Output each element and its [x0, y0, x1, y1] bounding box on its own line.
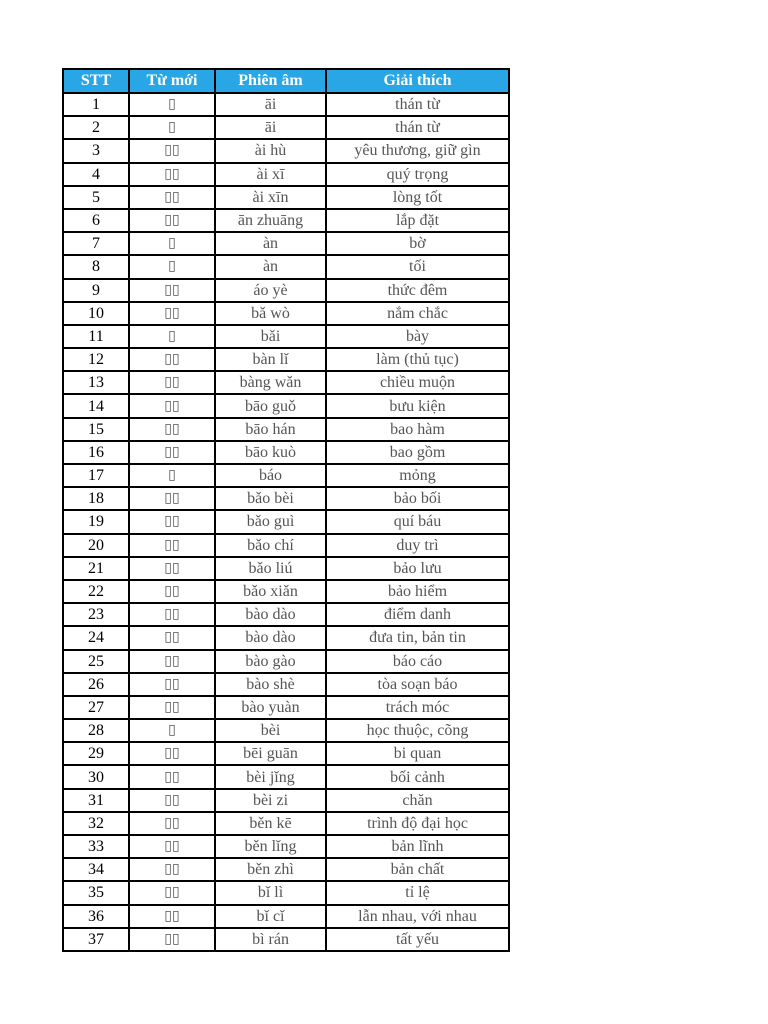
table-row	[63, 534, 509, 557]
row-number: 32	[63, 812, 129, 835]
row-word: ▯▯	[129, 905, 215, 928]
row-word: ▯▯	[129, 186, 215, 209]
table-row	[63, 325, 509, 348]
row-pinyin: běn zhì	[215, 858, 326, 881]
row-word: ▯▯	[129, 163, 215, 186]
table-row	[63, 348, 509, 371]
row-pinyin: bào yuàn	[215, 696, 326, 719]
row-meaning: bưu kiện	[326, 394, 509, 417]
table-row	[63, 580, 509, 603]
row-meaning: quí báu	[326, 510, 509, 533]
row-meaning: duy trì	[326, 534, 509, 557]
row-number: 35	[63, 881, 129, 904]
row-meaning: bày	[326, 325, 509, 348]
row-number: 1	[63, 93, 129, 116]
row-meaning: chăn	[326, 789, 509, 812]
table-row	[63, 673, 509, 696]
row-meaning: đưa tin, bản tin	[326, 626, 509, 649]
row-number: 29	[63, 742, 129, 765]
row-number: 12	[63, 348, 129, 371]
row-word: ▯▯	[129, 928, 215, 951]
table-row	[63, 163, 509, 186]
row-number: 34	[63, 858, 129, 881]
row-word: ▯▯	[129, 835, 215, 858]
row-word: ▯▯	[129, 557, 215, 580]
row-meaning: điểm danh	[326, 603, 509, 626]
row-meaning: bao gồm	[326, 441, 509, 464]
row-pinyin: bǐ cǐ	[215, 905, 326, 928]
table-row	[63, 928, 509, 951]
row-number: 36	[63, 905, 129, 928]
row-meaning: trình độ đại học	[326, 812, 509, 835]
row-meaning: thức đêm	[326, 279, 509, 302]
row-pinyin: bāo guǒ	[215, 394, 326, 417]
row-pinyin: bèi zi	[215, 789, 326, 812]
row-word: ▯▯	[129, 534, 215, 557]
table-row	[63, 789, 509, 812]
row-meaning: chiều muộn	[326, 371, 509, 394]
table-row	[63, 626, 509, 649]
row-meaning: tòa soạn báo	[326, 673, 509, 696]
row-word: ▯▯	[129, 742, 215, 765]
row-number: 2	[63, 116, 129, 139]
row-word: ▯▯	[129, 510, 215, 533]
row-word: ▯▯	[129, 603, 215, 626]
row-meaning: bản chất	[326, 858, 509, 881]
table-row	[63, 905, 509, 928]
table-row	[63, 603, 509, 626]
row-number: 28	[63, 719, 129, 742]
row-number: 4	[63, 163, 129, 186]
row-word: ▯▯	[129, 881, 215, 904]
table-row	[63, 394, 509, 417]
table-row	[63, 858, 509, 881]
row-number: 5	[63, 186, 129, 209]
row-word: ▯▯	[129, 650, 215, 673]
table-row	[63, 557, 509, 580]
row-word: ▯▯	[129, 139, 215, 162]
row-meaning: tất yếu	[326, 928, 509, 951]
row-word: ▯	[129, 719, 215, 742]
row-pinyin: bǎo liú	[215, 557, 326, 580]
row-pinyin: āi	[215, 93, 326, 116]
row-number: 26	[63, 673, 129, 696]
vocabulary-table	[62, 68, 510, 952]
row-pinyin: àn	[215, 232, 326, 255]
row-number: 23	[63, 603, 129, 626]
row-meaning: báo cáo	[326, 650, 509, 673]
table-row	[63, 441, 509, 464]
row-word: ▯▯	[129, 858, 215, 881]
row-meaning: lắp đặt	[326, 209, 509, 232]
row-pinyin: bǎo xiǎn	[215, 580, 326, 603]
table-row	[63, 765, 509, 788]
row-word: ▯▯	[129, 418, 215, 441]
row-word: ▯▯	[129, 487, 215, 510]
row-word: ▯	[129, 325, 215, 348]
row-pinyin: ài xīn	[215, 186, 326, 209]
row-pinyin: bàng wǎn	[215, 371, 326, 394]
table-row	[63, 696, 509, 719]
table-row	[63, 232, 509, 255]
row-pinyin: bǎo guì	[215, 510, 326, 533]
table-row	[63, 719, 509, 742]
row-pinyin: ān zhuāng	[215, 209, 326, 232]
row-meaning: trách móc	[326, 696, 509, 719]
row-number: 25	[63, 650, 129, 673]
row-pinyin: ài hù	[215, 139, 326, 162]
row-pinyin: bào dào	[215, 603, 326, 626]
header-stt: STT	[63, 69, 129, 93]
row-word: ▯	[129, 116, 215, 139]
row-number: 30	[63, 765, 129, 788]
table-row	[63, 742, 509, 765]
row-pinyin: bàn lǐ	[215, 348, 326, 371]
table-row	[63, 812, 509, 835]
row-word: ▯▯	[129, 673, 215, 696]
row-number: 21	[63, 557, 129, 580]
row-number: 27	[63, 696, 129, 719]
table-row	[63, 116, 509, 139]
row-meaning: bờ	[326, 232, 509, 255]
row-number: 11	[63, 325, 129, 348]
row-number: 7	[63, 232, 129, 255]
row-word: ▯▯	[129, 580, 215, 603]
table-row	[63, 464, 509, 487]
table-row	[63, 510, 509, 533]
row-pinyin: bèi jǐng	[215, 765, 326, 788]
row-word: ▯▯	[129, 302, 215, 325]
row-pinyin: āi	[215, 116, 326, 139]
table-row	[63, 279, 509, 302]
table-row	[63, 835, 509, 858]
row-meaning: tối	[326, 255, 509, 278]
row-pinyin: bāo kuò	[215, 441, 326, 464]
row-pinyin: báo	[215, 464, 326, 487]
row-number: 16	[63, 441, 129, 464]
row-number: 13	[63, 371, 129, 394]
table-row	[63, 418, 509, 441]
table-row	[63, 209, 509, 232]
table-row	[63, 371, 509, 394]
row-pinyin: bǐ lì	[215, 881, 326, 904]
table-row	[63, 93, 509, 116]
row-word: ▯▯	[129, 209, 215, 232]
row-word: ▯▯	[129, 765, 215, 788]
row-pinyin: bǎi	[215, 325, 326, 348]
row-word: ▯▯	[129, 371, 215, 394]
row-meaning: nắm chắc	[326, 302, 509, 325]
row-pinyin: bèi	[215, 719, 326, 742]
row-word: ▯▯	[129, 696, 215, 719]
row-meaning: yêu thương, giữ gìn	[326, 139, 509, 162]
row-pinyin: áo yè	[215, 279, 326, 302]
row-pinyin: bǎo chí	[215, 534, 326, 557]
table-row	[63, 881, 509, 904]
row-word: ▯	[129, 93, 215, 116]
row-number: 8	[63, 255, 129, 278]
row-meaning: bi quan	[326, 742, 509, 765]
row-pinyin: běn lǐng	[215, 835, 326, 858]
row-pinyin: bào shè	[215, 673, 326, 696]
table-row	[63, 650, 509, 673]
row-meaning: lòng tốt	[326, 186, 509, 209]
row-number: 14	[63, 394, 129, 417]
row-number: 3	[63, 139, 129, 162]
row-number: 33	[63, 835, 129, 858]
row-meaning: bối cảnh	[326, 765, 509, 788]
header-pinyin: Phiên âm	[215, 69, 326, 93]
row-number: 20	[63, 534, 129, 557]
row-word: ▯	[129, 255, 215, 278]
row-number: 19	[63, 510, 129, 533]
row-pinyin: bǎo bèi	[215, 487, 326, 510]
row-pinyin: běn kē	[215, 812, 326, 835]
table-row	[63, 487, 509, 510]
row-pinyin: bào gào	[215, 650, 326, 673]
row-number: 22	[63, 580, 129, 603]
row-number: 15	[63, 418, 129, 441]
header-row	[63, 69, 509, 93]
row-pinyin: bāo hán	[215, 418, 326, 441]
row-meaning: bảo bối	[326, 487, 509, 510]
row-pinyin: bēi guān	[215, 742, 326, 765]
row-meaning: thán từ	[326, 93, 509, 116]
row-number: 10	[63, 302, 129, 325]
row-word: ▯▯	[129, 279, 215, 302]
row-word: ▯▯	[129, 812, 215, 835]
table-row	[63, 139, 509, 162]
row-pinyin: ài xī	[215, 163, 326, 186]
row-word: ▯	[129, 464, 215, 487]
row-number: 24	[63, 626, 129, 649]
table-row	[63, 302, 509, 325]
row-pinyin: bào dào	[215, 626, 326, 649]
row-number: 17	[63, 464, 129, 487]
row-word: ▯	[129, 232, 215, 255]
row-meaning: mỏng	[326, 464, 509, 487]
table-row	[63, 255, 509, 278]
row-pinyin: bì rán	[215, 928, 326, 951]
row-meaning: bao hàm	[326, 418, 509, 441]
row-word: ▯▯	[129, 348, 215, 371]
row-pinyin: bǎ wò	[215, 302, 326, 325]
table-body	[63, 93, 509, 951]
row-meaning: bảo hiểm	[326, 580, 509, 603]
row-meaning: quý trọng	[326, 163, 509, 186]
row-number: 9	[63, 279, 129, 302]
table-header	[63, 69, 509, 93]
row-meaning: bảo lưu	[326, 557, 509, 580]
row-number: 37	[63, 928, 129, 951]
row-meaning: học thuộc, cõng	[326, 719, 509, 742]
row-meaning: bản lĩnh	[326, 835, 509, 858]
header-word: Từ mới	[129, 69, 215, 93]
row-meaning: lẫn nhau, với nhau	[326, 905, 509, 928]
row-number: 6	[63, 209, 129, 232]
row-number: 31	[63, 789, 129, 812]
row-word: ▯▯	[129, 394, 215, 417]
row-word: ▯▯	[129, 626, 215, 649]
row-meaning: tỉ lệ	[326, 881, 509, 904]
table-row	[63, 186, 509, 209]
header-meaning: Giải thích	[326, 69, 509, 93]
row-meaning: thán từ	[326, 116, 509, 139]
row-meaning: làm (thủ tục)	[326, 348, 509, 371]
row-pinyin: àn	[215, 255, 326, 278]
row-word: ▯▯	[129, 789, 215, 812]
row-word: ▯▯	[129, 441, 215, 464]
row-number: 18	[63, 487, 129, 510]
